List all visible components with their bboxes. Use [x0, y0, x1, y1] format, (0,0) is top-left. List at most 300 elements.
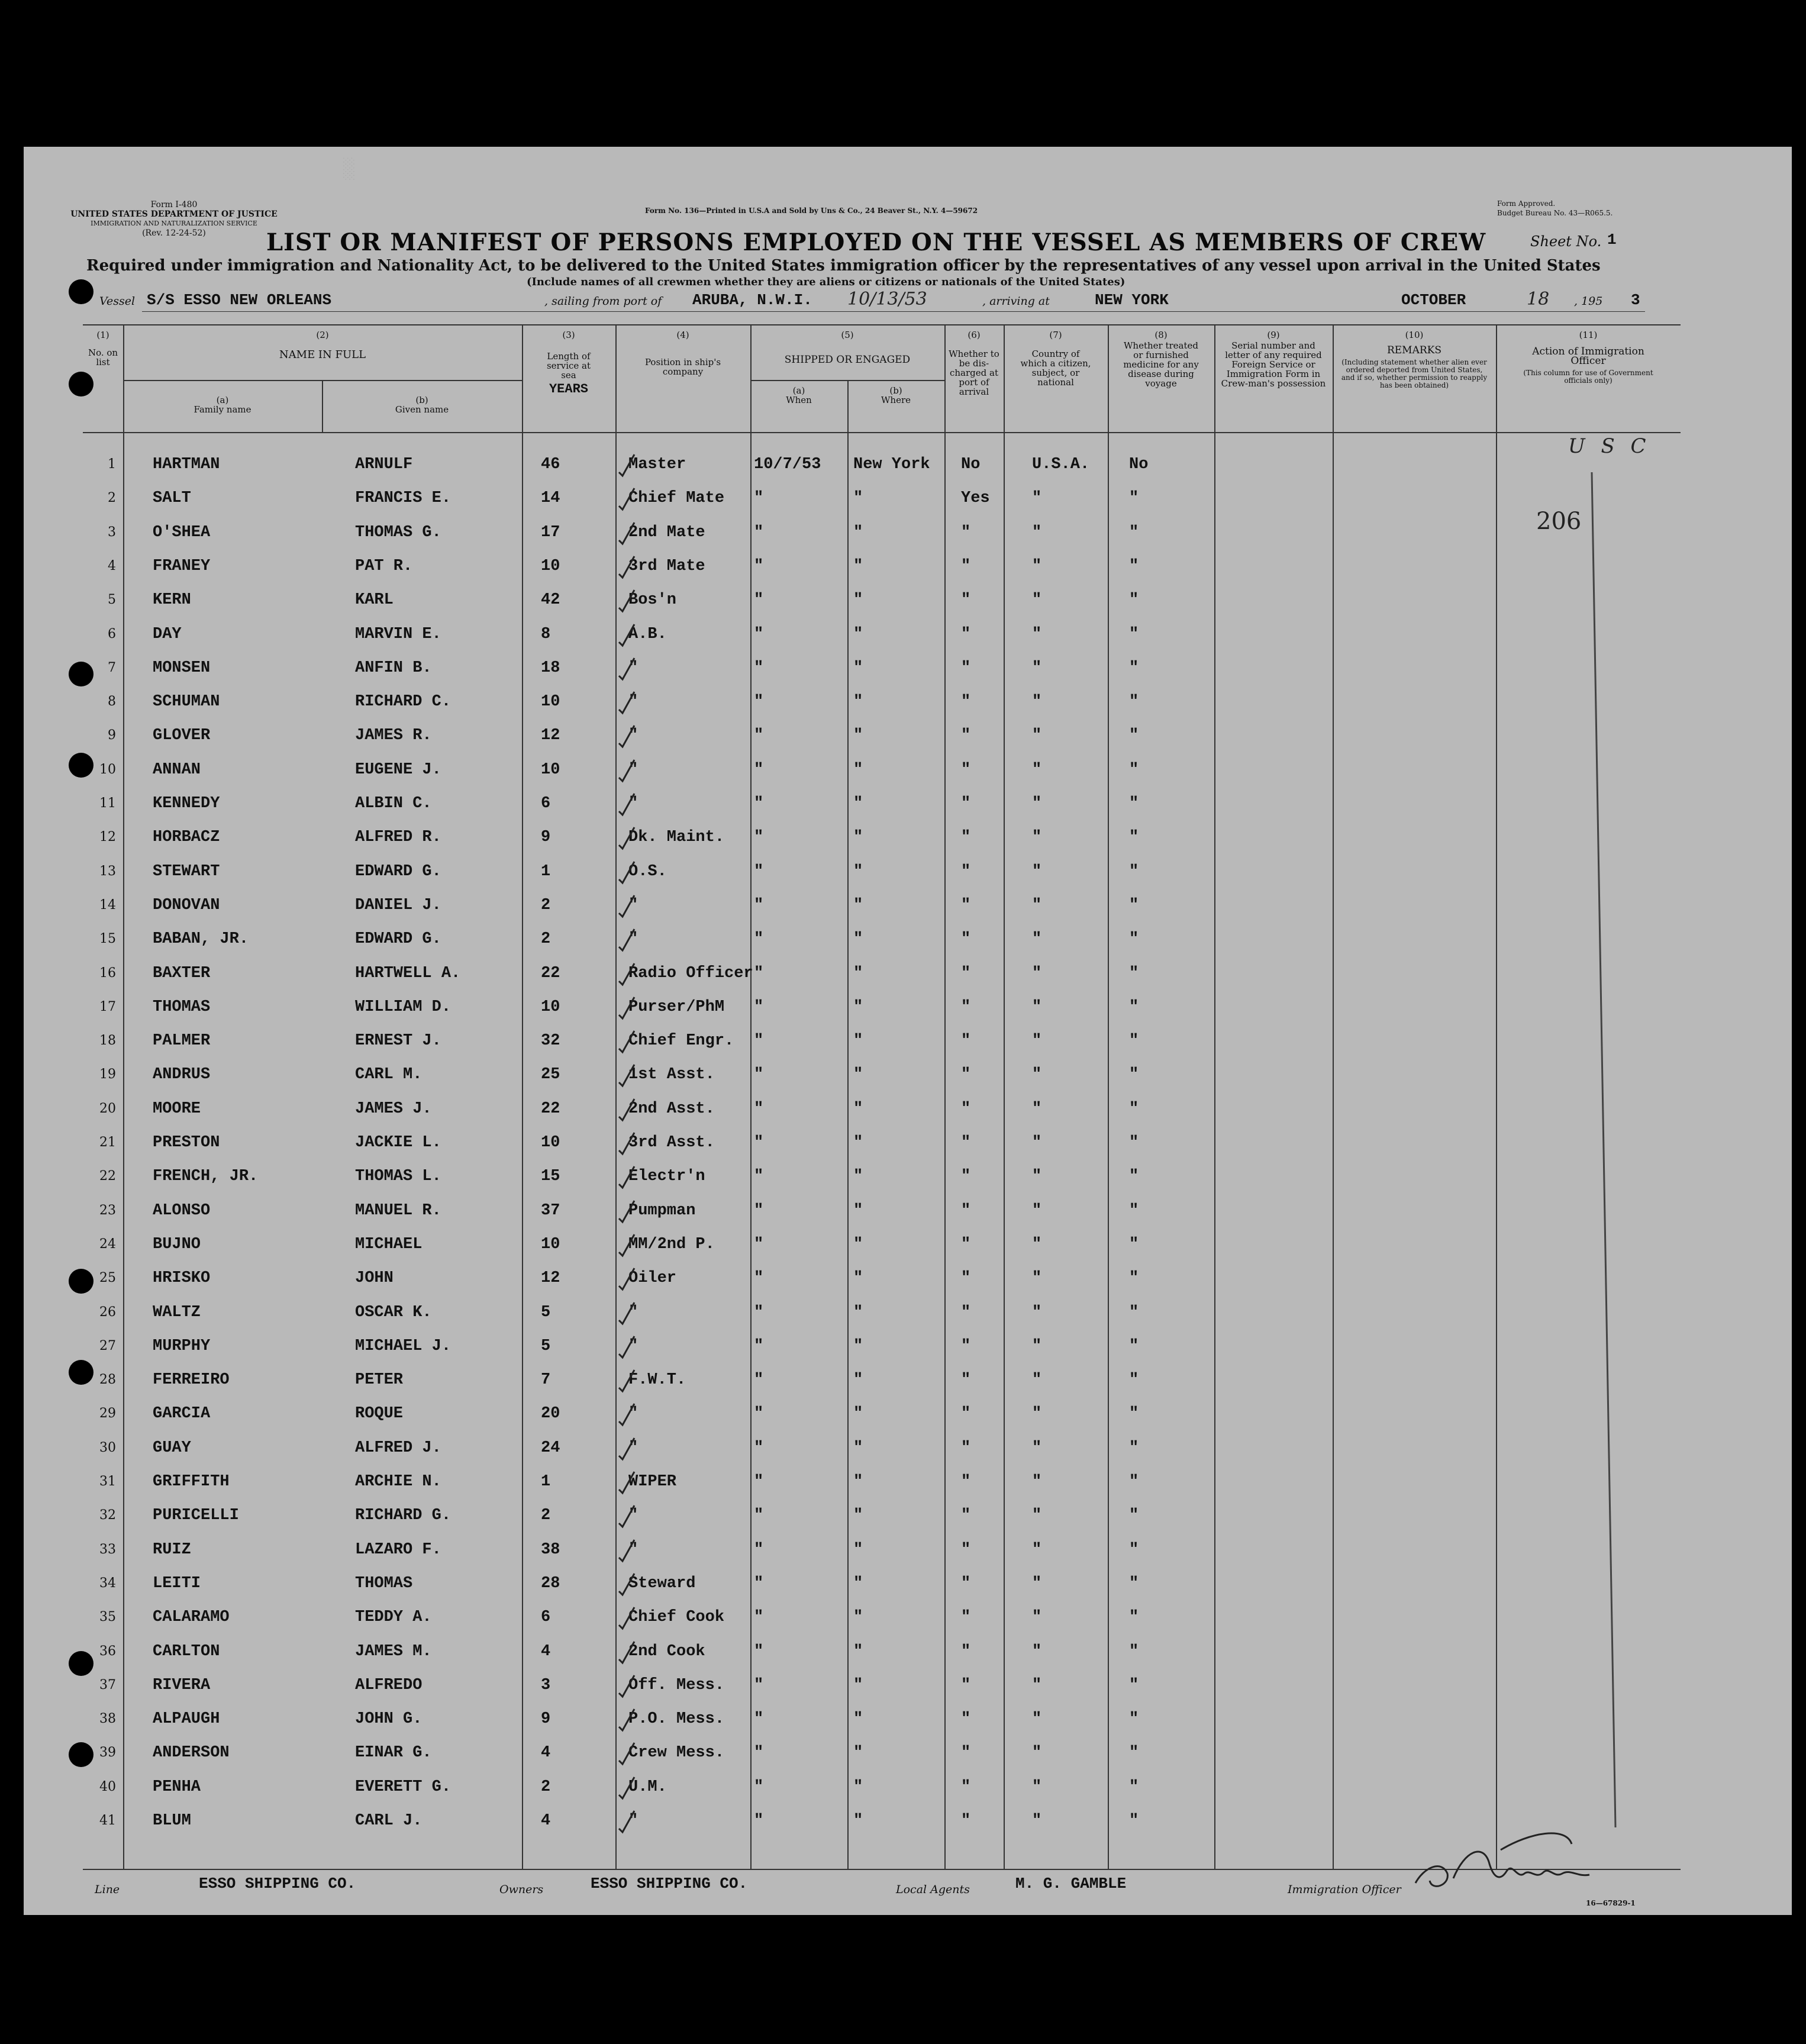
- shipped-when-cell: ": [754, 1540, 764, 1559]
- shipped-when-cell: ": [754, 727, 764, 745]
- discharged-cell: ": [961, 659, 971, 677]
- col5-title: SHIPPED OR ENGAGED: [784, 354, 911, 366]
- check-mark-icon: [615, 1401, 639, 1427]
- given-name-cell: THOMAS: [355, 1574, 413, 1592]
- shipped-when-cell: ": [754, 1235, 764, 1253]
- row-number-cell: 1: [108, 457, 116, 472]
- col-divider-10: [1333, 324, 1334, 1869]
- position-cell: Oiler: [628, 1269, 677, 1288]
- country-cell: ": [1032, 1710, 1042, 1729]
- medicine-cell: ": [1129, 1235, 1139, 1253]
- discharged-cell: ": [961, 795, 971, 813]
- position-cell: MM/2nd P.: [628, 1235, 715, 1253]
- years-at-sea-cell: 3: [541, 1676, 551, 1694]
- budget-bureau: Budget Bureau No. 43—R065.5.: [1497, 209, 1613, 217]
- position-cell: Dk. Maint.: [628, 828, 725, 847]
- medicine-cell: ": [1129, 862, 1139, 881]
- position-cell: 2nd Mate: [628, 523, 705, 541]
- col2b-header: (b) Given name: [395, 395, 449, 415]
- check-mark-icon: [615, 1537, 639, 1563]
- position-cell: Chief Engr.: [628, 1032, 734, 1050]
- position-cell: Off. Mess.: [628, 1676, 725, 1694]
- given-name-cell: RICHARD C.: [355, 693, 452, 711]
- medicine-cell: ": [1129, 727, 1139, 745]
- discharged-cell: ": [961, 1168, 971, 1186]
- check-mark-icon: [615, 452, 639, 478]
- position-cell: Purser/PhM: [628, 998, 725, 1016]
- family-name-cell: DONOVAN: [153, 896, 220, 914]
- position-cell: ": [628, 1405, 638, 1423]
- punch-hole: [69, 1360, 93, 1385]
- discharged-cell: Yes: [961, 489, 990, 508]
- medicine-cell: ": [1129, 489, 1139, 508]
- years-at-sea-cell: 14: [541, 489, 560, 508]
- discharged-cell: ": [961, 1744, 971, 1762]
- given-name-cell: JOHN G.: [355, 1710, 423, 1729]
- family-name-cell: THOMAS: [153, 998, 211, 1016]
- col3-title: Length of service at sea: [546, 351, 591, 381]
- shipped-where-cell: ": [853, 625, 863, 643]
- family-name-cell: DAY: [153, 625, 182, 643]
- punch-hole: [69, 1742, 93, 1767]
- shipped-where-cell: ": [853, 862, 863, 881]
- country-cell: ": [1032, 1778, 1042, 1796]
- medicine-cell: ": [1129, 1574, 1139, 1592]
- printer-line: Form No. 136—Printed in U.S.A and Sold by Uns & Co., 24 Beaver St., N.Y. 4—59672: [645, 207, 978, 215]
- check-mark-icon: [615, 1436, 639, 1462]
- medicine-cell: ": [1129, 964, 1139, 982]
- shipped-when-cell: ": [754, 1778, 764, 1796]
- years-at-sea-cell: 28: [541, 1574, 560, 1592]
- manifest-sheet: [24, 147, 1792, 1915]
- row-number-cell: 36: [99, 1643, 116, 1659]
- family-name-cell: HRISKO: [153, 1269, 211, 1288]
- years-at-sea-cell: 25: [541, 1066, 560, 1084]
- given-name-cell: KARL: [355, 591, 394, 610]
- shipped-where-cell: ": [853, 1778, 863, 1796]
- check-mark-icon: [615, 1164, 639, 1190]
- medicine-cell: ": [1129, 557, 1139, 575]
- row-number-cell: 7: [108, 660, 116, 675]
- check-mark-icon: [615, 791, 639, 817]
- years-at-sea-cell: 6: [541, 795, 551, 813]
- revision: (Rev. 12-24-52): [142, 228, 206, 238]
- family-name-cell: HARTMAN: [153, 456, 220, 473]
- check-mark-icon: [615, 1097, 639, 1123]
- row-number-cell: 15: [99, 931, 116, 947]
- discharged-cell: ": [961, 1507, 971, 1525]
- position-cell: Crew Mess.: [628, 1744, 725, 1762]
- col9-header: [1214, 330, 1333, 388]
- country-cell: ": [1032, 1676, 1042, 1694]
- family-name-cell: O'SHEA: [153, 523, 211, 541]
- shipped-when-cell: ": [754, 862, 764, 881]
- country-cell: ": [1032, 1439, 1042, 1457]
- years-at-sea-cell: 10: [541, 760, 560, 779]
- shipped-when-cell: ": [754, 591, 764, 610]
- given-name-cell: ALFRED J.: [355, 1439, 441, 1457]
- given-name-cell: RICHARD G.: [355, 1507, 452, 1525]
- shipped-when-cell: ": [754, 1337, 764, 1355]
- shipped-where-cell: ": [853, 1439, 863, 1457]
- check-mark-icon: [615, 1571, 639, 1597]
- agents-label: Local Agents: [896, 1883, 970, 1896]
- country-cell: ": [1032, 1507, 1042, 1525]
- shipped-where-cell: ": [853, 1473, 863, 1491]
- col1-number: (1): [96, 330, 109, 340]
- country-cell: ": [1032, 1201, 1042, 1220]
- country-cell: ": [1032, 1473, 1042, 1491]
- line-label: Line: [95, 1883, 120, 1896]
- given-name-cell: ARNULF: [355, 456, 413, 473]
- col-divider-9: [1214, 324, 1215, 1869]
- row-number-cell: 9: [108, 728, 116, 743]
- family-name-cell: CARLTON: [153, 1642, 220, 1661]
- discharged-cell: ": [961, 1303, 971, 1321]
- shipped-when-cell: ": [754, 659, 764, 677]
- arriving-label: , arriving at: [982, 295, 1050, 308]
- family-name-cell: BAXTER: [153, 964, 211, 982]
- col3-number: (3): [562, 330, 575, 340]
- row-number-cell: 21: [99, 1135, 116, 1150]
- check-mark-icon: [615, 520, 639, 546]
- shipped-where-cell: ": [853, 1574, 863, 1592]
- position-cell: O.S.: [628, 862, 667, 881]
- number-annotation: 206: [1536, 508, 1582, 535]
- discharged-cell: ": [961, 1066, 971, 1084]
- row-number-cell: 16: [99, 965, 116, 981]
- table-head-rule: [83, 432, 1681, 433]
- check-mark-icon: [615, 689, 639, 715]
- medicine-cell: ": [1129, 625, 1139, 643]
- medicine-cell: ": [1129, 1337, 1139, 1355]
- family-name-cell: GUAY: [153, 1439, 191, 1457]
- medicine-cell: ": [1129, 523, 1139, 541]
- shipped-where-cell: ": [853, 964, 863, 982]
- medicine-cell: No: [1129, 456, 1149, 473]
- medicine-cell: ": [1129, 1473, 1139, 1491]
- sailing-label: , sailing from port of: [544, 295, 662, 308]
- col5b-header: (b) Where: [881, 385, 911, 405]
- family-name-cell: FRENCH, JR.: [153, 1168, 259, 1186]
- country-cell: ": [1032, 1371, 1042, 1389]
- medicine-cell: ": [1129, 1540, 1139, 1559]
- discharged-cell: ": [961, 930, 971, 949]
- discharged-cell: ": [961, 1540, 971, 1559]
- position-cell: P.O. Mess.: [628, 1710, 725, 1729]
- medicine-cell: ": [1129, 1778, 1139, 1796]
- position-cell: Bos'n: [628, 591, 677, 610]
- shipped-where-cell: ": [853, 795, 863, 813]
- position-cell: ": [628, 1507, 638, 1525]
- discharged-cell: ": [961, 1405, 971, 1423]
- given-name-cell: JAMES M.: [355, 1642, 432, 1661]
- position-cell: ": [628, 795, 638, 813]
- family-name-cell: RUIZ: [153, 1540, 191, 1559]
- col2-title: NAME IN FULL: [279, 349, 366, 361]
- given-name-cell: ALFREDO: [355, 1676, 423, 1694]
- punch-hole: [69, 372, 93, 396]
- check-mark-icon: [615, 1130, 639, 1156]
- medicine-cell: ": [1129, 1405, 1139, 1423]
- discharged-cell: ": [961, 1134, 971, 1152]
- family-name-cell: WALTZ: [153, 1303, 201, 1321]
- shipped-when-cell: ": [754, 998, 764, 1016]
- country-cell: ": [1032, 1066, 1042, 1084]
- shipped-where-cell: ": [853, 1710, 863, 1729]
- form-approved: Form Approved.: [1497, 199, 1556, 208]
- col4-number: (4): [676, 330, 689, 340]
- check-mark-icon: [615, 1266, 639, 1292]
- row-number-cell: 22: [99, 1169, 116, 1184]
- position-cell: U.M.: [628, 1778, 667, 1796]
- shipped-when-cell: ": [754, 1134, 764, 1152]
- table-top-rule: [83, 324, 1681, 325]
- medicine-cell: ": [1129, 795, 1139, 813]
- vessel-underline: [142, 311, 1645, 312]
- shipped-where-cell: ": [853, 896, 863, 914]
- col-divider-8: [1108, 324, 1109, 1869]
- country-cell: ": [1032, 1303, 1042, 1321]
- include-note: (Include names of all crewmen whether they are aliens or citizens or nationals of the United States): [527, 276, 1125, 288]
- years-at-sea-cell: 32: [541, 1032, 560, 1050]
- shipped-where-cell: ": [853, 828, 863, 847]
- arrival-year: 3: [1631, 291, 1640, 309]
- years-at-sea-cell: 22: [541, 1100, 560, 1118]
- col2a-header: (a) Family name: [194, 395, 251, 415]
- family-name-cell: ANDERSON: [153, 1744, 230, 1762]
- given-name-cell: PAT R.: [355, 557, 413, 575]
- discharged-cell: ": [961, 1676, 971, 1694]
- shipped-when-cell: ": [754, 489, 764, 508]
- position-cell: 2nd Asst.: [628, 1100, 715, 1118]
- years-at-sea-cell: 15: [541, 1168, 560, 1186]
- country-cell: ": [1032, 930, 1042, 949]
- given-name-cell: ALFRED R.: [355, 828, 441, 847]
- check-mark-icon: [615, 1605, 639, 1631]
- given-name-cell: MICHAEL J.: [355, 1337, 452, 1355]
- shipped-where-cell: ": [853, 998, 863, 1016]
- shipped-where-cell: ": [853, 523, 863, 541]
- given-name-cell: ARCHIE N.: [355, 1473, 441, 1491]
- given-name-cell: ALBIN C.: [355, 795, 432, 813]
- discharged-cell: ": [961, 1201, 971, 1220]
- discharged-cell: ": [961, 625, 971, 643]
- sheet-number: 1: [1607, 231, 1617, 249]
- position-cell: A.B.: [628, 625, 667, 643]
- medicine-cell: ": [1129, 1710, 1139, 1729]
- form-number: Form I-480: [150, 200, 198, 209]
- shipped-where-cell: ": [853, 1100, 863, 1118]
- position-cell: ": [628, 1812, 638, 1830]
- row-number-cell: 2: [108, 491, 116, 506]
- position-cell: Electr'n: [628, 1168, 705, 1186]
- given-name-cell: FRANCIS E.: [355, 489, 452, 508]
- years-at-sea-cell: 22: [541, 964, 560, 982]
- row-number-cell: 25: [99, 1271, 116, 1286]
- shipped-where-cell: ": [853, 1269, 863, 1288]
- family-name-cell: SCHUMAN: [153, 693, 220, 711]
- family-name-cell: FERREIRO: [153, 1371, 230, 1389]
- col3-unit: YEARS: [549, 382, 588, 396]
- col10-number: (10): [1405, 330, 1424, 340]
- years-at-sea-cell: 10: [541, 1235, 560, 1253]
- given-name-cell: PETER: [355, 1371, 404, 1389]
- punch-hole: [69, 1269, 93, 1294]
- position-cell: WIPER: [628, 1473, 677, 1491]
- shipped-when-cell: ": [754, 1710, 764, 1729]
- country-cell: ": [1032, 1642, 1042, 1661]
- position-cell: Steward: [628, 1574, 696, 1592]
- col1-header: [83, 330, 123, 367]
- years-at-sea-cell: 37: [541, 1201, 560, 1220]
- officer-label: Immigration Officer: [1288, 1883, 1401, 1896]
- family-name-cell: PURICELLI: [153, 1507, 239, 1525]
- vertical-pencil-line: [1586, 466, 1633, 1839]
- check-mark-icon: [615, 1673, 639, 1699]
- shipped-where-cell: ": [853, 1507, 863, 1525]
- check-mark-icon: [615, 1062, 639, 1088]
- col4-header: [615, 330, 750, 376]
- punch-hole: [69, 753, 93, 778]
- arrival-day: 18: [1527, 289, 1550, 309]
- discharged-cell: ": [961, 1235, 971, 1253]
- row-number-cell: 41: [99, 1813, 116, 1828]
- row-number-cell: 4: [108, 558, 116, 573]
- country-cell: ": [1032, 998, 1042, 1016]
- shipped-when-cell: ": [754, 1100, 764, 1118]
- col5-subhead-rule: [750, 380, 944, 381]
- given-name-cell: MARVIN E.: [355, 625, 441, 643]
- given-name-cell: ERNEST J.: [355, 1032, 441, 1050]
- discharged-cell: ": [961, 523, 971, 541]
- medicine-cell: ": [1129, 1439, 1139, 1457]
- medicine-cell: ": [1129, 1168, 1139, 1186]
- years-at-sea-cell: 17: [541, 523, 560, 541]
- years-at-sea-cell: 4: [541, 1812, 551, 1830]
- family-name-cell: ANDRUS: [153, 1066, 211, 1084]
- years-at-sea-cell: 18: [541, 659, 560, 677]
- given-name-cell: EUGENE J.: [355, 760, 441, 779]
- row-number-cell: 11: [99, 796, 116, 811]
- shipped-where-cell: ": [853, 1642, 863, 1661]
- shipped-where-cell: ": [853, 1201, 863, 1220]
- check-mark-icon: [615, 554, 639, 580]
- medicine-cell: ": [1129, 591, 1139, 610]
- shipped-where-cell: ": [853, 1066, 863, 1084]
- medicine-cell: ": [1129, 930, 1139, 949]
- years-at-sea-cell: 20: [541, 1405, 560, 1423]
- shipped-when-cell: ": [754, 1812, 764, 1830]
- shipped-when-cell: ": [754, 625, 764, 643]
- row-number-cell: 33: [99, 1542, 116, 1557]
- shipped-where-cell: ": [853, 1405, 863, 1423]
- years-at-sea-cell: 1: [541, 1473, 551, 1491]
- given-name-cell: JAMES J.: [355, 1100, 432, 1118]
- medicine-cell: ": [1129, 1032, 1139, 1050]
- position-cell: ": [628, 659, 638, 677]
- medicine-cell: ": [1129, 1812, 1139, 1830]
- medicine-cell: ": [1129, 1371, 1139, 1389]
- position-cell: ": [628, 1439, 638, 1457]
- family-name-cell: PALMER: [153, 1032, 211, 1050]
- col9-title: Serial number and letter of any required Foreign Service or Immigration Form in Crew-man's possession: [1221, 340, 1326, 389]
- shipped-where-cell: ": [853, 1608, 863, 1627]
- shipped-where-cell: ": [853, 489, 863, 508]
- col-divider-7: [1004, 324, 1005, 1869]
- check-mark-icon: [615, 656, 639, 682]
- given-name-cell: EINAR G.: [355, 1744, 432, 1762]
- country-cell: ": [1032, 1134, 1042, 1152]
- check-mark-icon: [615, 1368, 639, 1394]
- years-at-sea-cell: 10: [541, 1134, 560, 1152]
- discharged-cell: ": [961, 1337, 971, 1355]
- family-name-cell: GARCIA: [153, 1405, 211, 1423]
- country-cell: ": [1032, 1337, 1042, 1355]
- row-number-cell: 10: [99, 762, 116, 777]
- arrival-month: OCTOBER: [1401, 291, 1466, 309]
- country-cell: ": [1032, 896, 1042, 914]
- shipped-where-cell: ": [853, 727, 863, 745]
- discharged-cell: ": [961, 1100, 971, 1118]
- family-name-cell: LEITI: [153, 1574, 201, 1592]
- shipped-where-cell: ": [853, 1168, 863, 1186]
- row-number-cell: 34: [99, 1575, 116, 1591]
- country-cell: ": [1032, 862, 1042, 881]
- bleed-through-text: ░: [343, 159, 357, 181]
- col-divider-11: [1496, 324, 1497, 1869]
- col10-title: REMARKS: [1386, 344, 1442, 356]
- shipped-where-cell: ": [853, 557, 863, 575]
- line-value: ESSO SHIPPING CO.: [199, 1875, 356, 1893]
- vessel-name: S/S ESSO NEW ORLEANS: [147, 291, 332, 309]
- row-number-cell: 14: [99, 897, 116, 913]
- years-at-sea-cell: 7: [541, 1371, 551, 1389]
- discharged-cell: ": [961, 1710, 971, 1729]
- discharged-cell: ": [961, 1574, 971, 1592]
- country-cell: ": [1032, 1168, 1042, 1186]
- owners-value: ESSO SHIPPING CO.: [591, 1875, 748, 1893]
- country-cell: ": [1032, 964, 1042, 982]
- check-mark-icon: [615, 723, 639, 749]
- given-name-cell: JOHN: [355, 1269, 394, 1288]
- col11-title: Action of Immigration Officer: [1532, 346, 1644, 367]
- sheet-label: Sheet No.: [1530, 233, 1602, 250]
- country-cell: ": [1032, 557, 1042, 575]
- family-name-cell: MURPHY: [153, 1337, 211, 1355]
- position-cell: ": [628, 1540, 638, 1559]
- family-name-cell: BABAN, JR.: [153, 930, 249, 949]
- check-mark-icon: [615, 961, 639, 987]
- given-name-cell: EVERETT G.: [355, 1778, 452, 1796]
- given-name-cell: LAZARO F.: [355, 1540, 441, 1559]
- discharged-cell: ": [961, 1473, 971, 1491]
- shipped-where-cell: ": [853, 1676, 863, 1694]
- row-number-cell: 5: [108, 592, 116, 608]
- row-number-cell: 27: [99, 1338, 116, 1353]
- row-number-cell: 37: [99, 1677, 116, 1692]
- col10-note: (Including statement whether alien ever ordered deported from United States, and if so, whether permission to reapply has been obtained): [1341, 358, 1488, 389]
- row-number-cell: 23: [99, 1202, 116, 1218]
- shipped-where-cell: ": [853, 760, 863, 779]
- check-mark-icon: [615, 893, 639, 919]
- shipped-where-cell: ": [853, 659, 863, 677]
- shipped-where-cell: ": [853, 930, 863, 949]
- given-name-cell: WILLIAM D.: [355, 998, 452, 1016]
- col8-header: [1108, 330, 1214, 388]
- shipped-when-cell: ": [754, 1066, 764, 1084]
- medicine-cell: ": [1129, 998, 1139, 1016]
